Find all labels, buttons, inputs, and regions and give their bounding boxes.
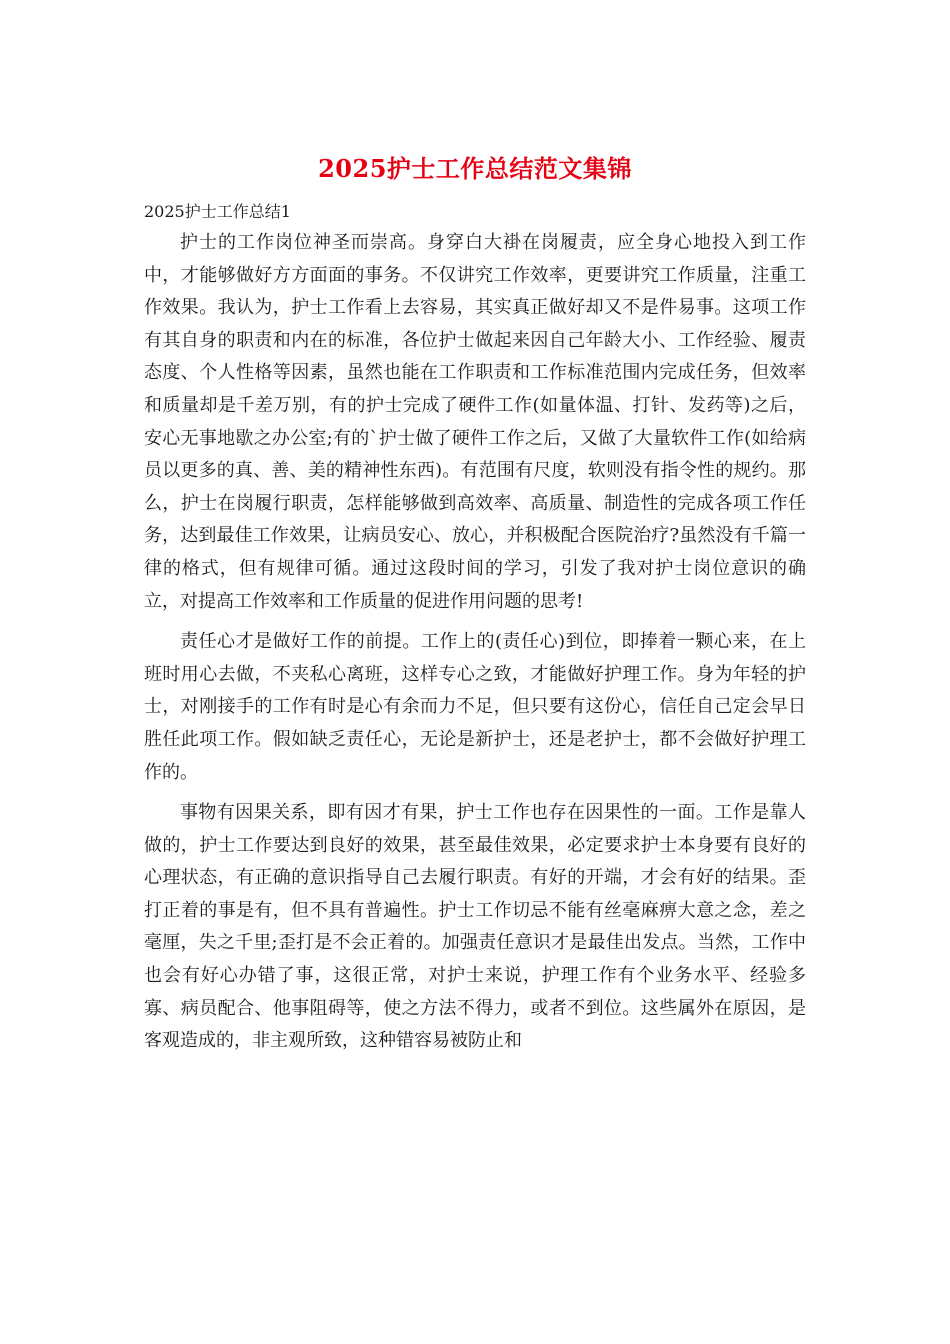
document-title: 2025护士工作总结范文集锦 [318, 154, 632, 183]
document-body [144, 227, 806, 1066]
paragraph: 护士的工作岗位神圣而崇高。身穿白大褂在岗履责，应全身心地投入到工作中，才能够做好方方面面的事务。不仅讲究工作效率，更要讲究工作质量，注重工作效果。我认为，护士工作看上去容易，其实真正做好却又不是件易事。这项工作有其自身的职责和内在的标准，各位护士做起来因自己年龄大小、工作经验、履责态度、个人性格等因素，虽然也能在工作职责和工作标准范围内完成任务，但效率和质量却是千差万别，有的护士完成了硬件工作(如量体温、打针、发药等)之后，安心无事地歇之办公室;有的`护士做了硬件工作之后，又做了大量软件工作(如给病员以更多的真、善、美的精神性东西)。有范围有尺度，软则没有指令性的规约。那么，护士在岗履行职责，怎样能够做到高效率、高质量、制造性的完成各项工作任务，达到最佳工作效果，让病员安心、放心，并积极配合医院治疗?虽然没有千篇一律的格式，但有规律可循。通过这段时间的学习，引发了我对护士岗位意识的确立，对提高工作效率和工作质量的促进作用问题的思考! [144, 232, 806, 612]
paragraph: 责任心才是做好工作的前提。工作上的(责任心)到位，即捧着一颗心来，在上班时用心去做，不夹私心离班，这样专心之致，才能做好护理工作。身为年轻的护士，对刚接手的工作有时是心有余而力不足，但只要有这份心，信任自己定会早日胜任此项工作。假如缺乏责任心，无论是新护士，还是老护士，都不会做好护理工作的。 [144, 631, 806, 783]
section-heading: 2025护士工作总结1 [144, 202, 291, 221]
paragraph: 事物有因果关系，即有因才有果，护士工作也存在因果性的一面。工作是靠人做的，护士工作要达到良好的效果，甚至最佳效果，必定要求护士本身要有良好的心理状态，有正确的意识指导自己去履行职责。有好的开端，才会有好的结果。歪打正着的事是有，但不具有普遍性。护士工作切忌不能有丝毫麻痹大意之念，差之毫厘，失之千里;歪打是不会正着的。加强责任意识才是最佳出发点。当然，工作中也会有好心办错了事，这很正常，对护士来说，护理工作有个业务水平、经验多寡、病员配合、他事阻碍等，使之方法不得力，或者不到位。这些属外在原因，是客观造成的，非主观所致，这种错容易被防止和 [144, 802, 806, 1052]
